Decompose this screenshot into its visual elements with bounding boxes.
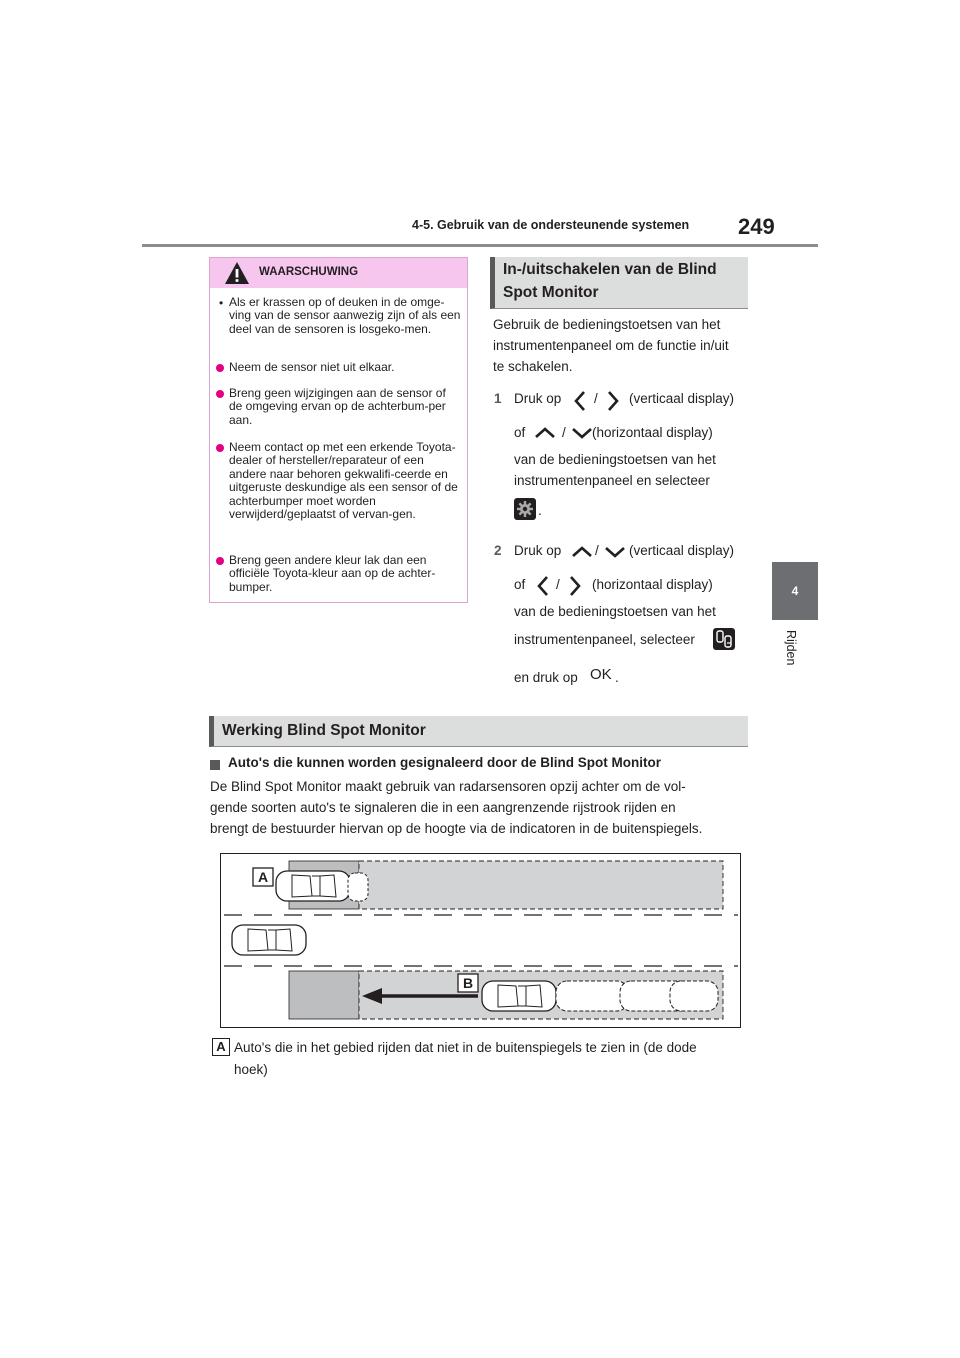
- pink-bullet-icon: [216, 390, 224, 398]
- section-title-line: In-/uitschakelen van de Blind: [503, 261, 717, 278]
- running-header-section: 4-5. Gebruik van de ondersteunende systemen: [412, 218, 690, 232]
- chevron-down-icon: [604, 546, 626, 558]
- intro-line: te schakelen.: [493, 359, 573, 374]
- step1-text: van de bedieningstoetsen van het: [514, 452, 716, 467]
- step2-text: Druk op: [514, 543, 562, 558]
- chevron-left-icon: [537, 575, 549, 597]
- step2-text: instrumentenpaneel, selecteer: [514, 632, 695, 647]
- warning-intro: Als er krassen op of deuken in de omge-ving van de sensor aanwezig zijn of als een deel van de sensoren is losgeko-men.: [229, 295, 461, 336]
- warning-item: Neem de sensor niet uit elkaar.: [229, 360, 395, 374]
- ok-button-glyph: OK: [590, 666, 612, 683]
- step-number: 1: [494, 391, 502, 406]
- pink-bullet-icon: [216, 364, 224, 372]
- section-title-line: Spot Monitor: [503, 284, 599, 301]
- slash-separator: /: [562, 425, 566, 440]
- body-line: De Blind Spot Monitor maakt gebruik van radarsensoren opzij achter om de vol-: [210, 779, 686, 794]
- warning-item: Neem contact op met een erkende Toyota-dealer of hersteller/reparateur of een andere naar behoren gekwalifi-ceerde en uitgeruste deskundige als een sensor of de achterbumper moet worden verwijderd/geplaatst of vervan-gen.: [229, 440, 458, 522]
- slash-separator: /: [594, 391, 598, 406]
- body-line: gende soorten auto's te signaleren die in een aangrenzende rijstrook rijden en: [210, 800, 676, 815]
- slash-separator: /: [595, 543, 599, 558]
- chevron-up-icon: [571, 546, 593, 558]
- step1-text: of: [514, 425, 526, 440]
- step2-text: of: [514, 577, 526, 592]
- step2-text: (verticaal display): [629, 543, 735, 558]
- blind-spot-monitor-icon: [713, 628, 735, 650]
- body-line: brengt de bestuurder hiervan op de hoogte via de indicatoren in de buitenspiegels.: [210, 821, 703, 836]
- step1-text: (verticaal display): [629, 391, 735, 406]
- step1-text: .: [538, 503, 542, 518]
- diagram-label-a: A: [257, 869, 269, 885]
- gear-icon: [514, 498, 536, 520]
- legend-label-a: A: [212, 1038, 230, 1056]
- slash-separator: /: [556, 577, 560, 592]
- chevron-right-icon: [569, 575, 581, 597]
- page-number: 249: [738, 214, 775, 239]
- step1-text: Druk op: [514, 391, 562, 406]
- step2-text: en druk op: [514, 670, 578, 685]
- step1-text: (horizontaal display): [592, 425, 713, 440]
- legend-text: hoek): [234, 1062, 268, 1077]
- intro-line: instrumentenpaneel om de functie in/uit: [493, 338, 729, 353]
- warning-item: Breng geen andere kleur lak dan een officiële Toyota-kleur aan op de achter-bumper.: [229, 553, 436, 594]
- header-rule: [142, 244, 818, 247]
- warning-item: Breng geen wijzigingen aan de sensor of de omgeving ervan op de achterbum-per aan.: [229, 386, 446, 427]
- square-bullet-icon: [210, 760, 220, 770]
- pink-bullet-icon: [216, 444, 224, 452]
- diagram-label-b: B: [462, 975, 474, 991]
- chapter-tab-label: Rijden: [784, 630, 798, 666]
- step-number: 2: [494, 543, 502, 558]
- step2-text: (horizontaal display): [592, 577, 713, 592]
- subheading: Auto's die kunnen worden gesignaleerd door de Blind Spot Monitor: [228, 755, 661, 770]
- intro-line: Gebruik de bedieningstoetsen van het: [493, 317, 721, 332]
- warning-title: WAARSCHUWING: [259, 266, 359, 278]
- step2-text: .: [615, 670, 619, 685]
- step2-text: van de bedieningstoetsen van het: [514, 604, 716, 619]
- chapter-tab-number: 4: [791, 584, 799, 598]
- chevron-left-icon: [574, 390, 586, 412]
- blind-spot-diagram: [220, 853, 741, 1028]
- chevron-down-icon: [571, 427, 593, 439]
- chevron-up-icon: [534, 427, 556, 439]
- dash-bullet: •: [219, 296, 224, 310]
- step1-text: instrumentenpaneel en selecteer: [514, 473, 710, 488]
- section-title: Werking Blind Spot Monitor: [222, 722, 426, 739]
- warning-triangle-icon: [224, 261, 250, 285]
- chevron-right-icon: [607, 390, 619, 412]
- legend-text: Auto's die in het gebied rijden dat niet in de buitenspiegels te zien in (de dode: [234, 1040, 697, 1055]
- pink-bullet-icon: [216, 557, 224, 565]
